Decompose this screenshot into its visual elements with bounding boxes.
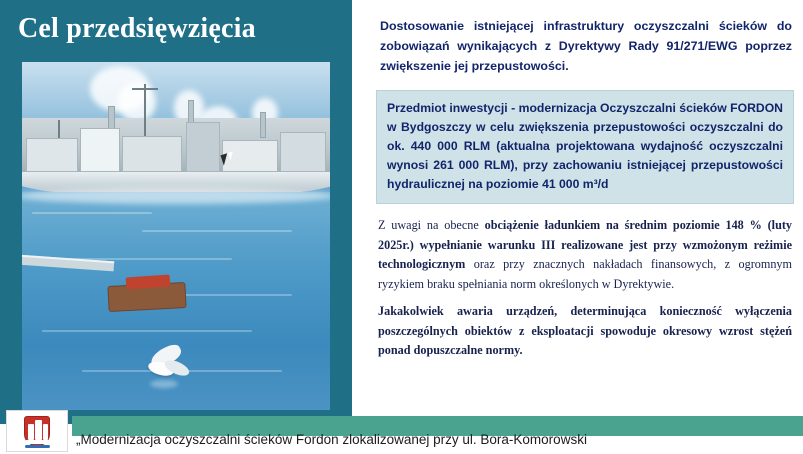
body-paragraph-2 [378,216,792,294]
water-foam [22,188,330,204]
para2-bold: obciążenie ładunkiem na średnim poziomie 148 % (luty 2025r.) wypełnianie warunku III realizowane jest przy wzmożonym reżimie technologicznym [378,218,792,271]
building [280,132,326,172]
building [80,128,120,172]
bird-reflection [150,380,178,388]
building [122,136,182,172]
building [26,138,78,172]
coat-of-arms-icon [20,414,54,448]
footer-caption: „Modernizacja oczyszczalni ścieków Fordon zlokalizowanej przy ul. Bora-Komorowski [76,432,587,447]
page-title: Cel przedsięwzięcia [18,13,256,44]
chimney-stack [260,112,266,138]
intro-paragraph: Dostosowanie istniejącej infrastruktury oczyszczalni ścieków do zobowiązań wynikających z Dyrektywy Rady 91/271/EWG poprzez zwiększenie jej przepustowości. [380,19,792,73]
callout-box [376,90,794,204]
left-panel [0,0,352,424]
water-ripple [42,330,252,332]
plant-photo [22,62,330,410]
lamp-arm [132,88,158,90]
para2-lead: Z uwagi na obecne [378,218,485,232]
building [186,122,220,172]
water-ripple [142,230,292,232]
crest-tower [43,424,48,440]
crest-wave [25,445,50,448]
photo-frame [22,62,330,410]
body-paragraph-3: Jakakolwiek awaria urządzeń, determinująca konieczność wyłączenia poszczególnych obiektów z eksploatacji spowoduje okresowy wzrost stężeń ponad dopuszczalne normy. [378,304,792,357]
crest-tower [28,424,34,440]
callout-text: Przedmiot inwestycji - modernizacja Oczyszczalni ścieków FORDON w Bydgoszczy w celu zwiększenia przepustowości oczyszczalni do ok. 440 000 RLM (aktualna projektowana wydajność oczyszczalni wynosi 261 000 RLM), przy zachowaniu istniejącej przepustowości hydraulicznej na poziomie 41 000 m³/d [387,101,783,191]
crest-tower [35,420,42,440]
logo-box [6,410,68,452]
water-ripple [32,212,152,214]
para2-tail: oraz przy znacznych nakładach finansowych, z ogromnym ryzykiem braku spełniania norm określonych w Dyrektywie. [378,257,792,291]
content-column [372,10,796,424]
crest-base [26,440,49,444]
